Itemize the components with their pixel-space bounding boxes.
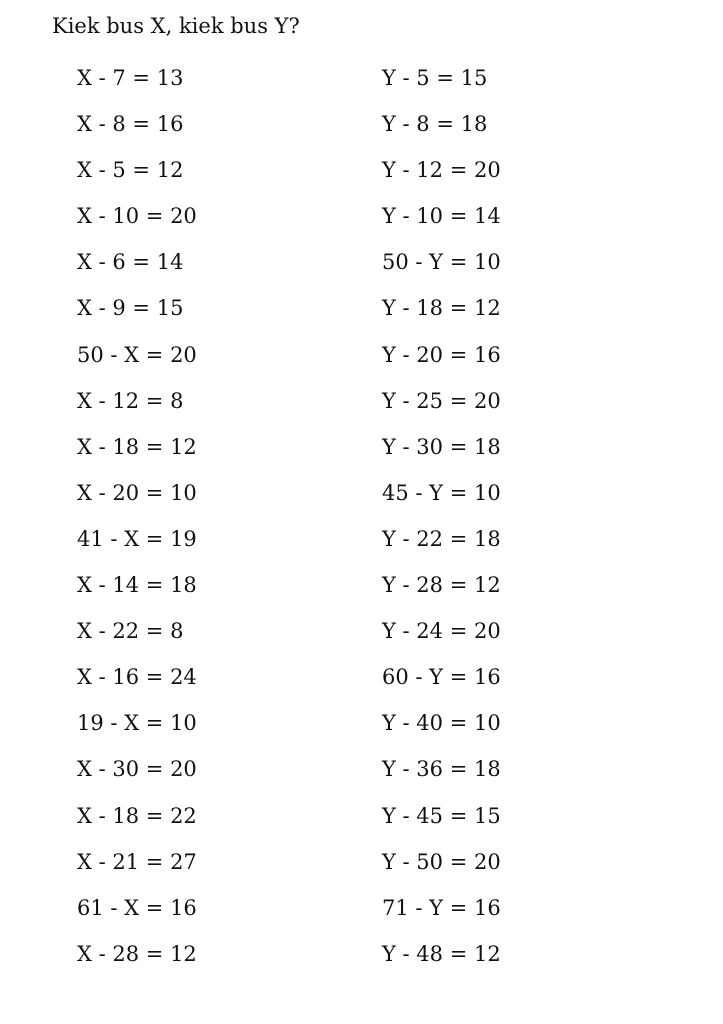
x-equation: 50 - X = 20 [77, 342, 197, 367]
y-equation: Y - 40 = 10 [382, 711, 501, 736]
x-equation: X - 28 = 12 [77, 941, 197, 966]
x-equation: X - 16 = 24 [77, 665, 197, 690]
x-equation: 19 - X = 10 [77, 711, 197, 736]
y-equation: Y - 28 = 12 [382, 573, 501, 598]
y-equation: Y - 36 = 18 [382, 757, 501, 782]
x-equation: X - 7 = 13 [77, 66, 184, 90]
y-equation: 50 - Y = 10 [382, 250, 501, 275]
y-equation: Y - 10 = 14 [382, 204, 501, 229]
x-equation: X - 30 = 20 [77, 757, 197, 782]
x-equation: X - 18 = 22 [77, 803, 197, 828]
y-equation: Y - 25 = 20 [382, 388, 501, 413]
x-equation: 41 - X = 19 [77, 526, 197, 551]
y-equation: Y - 20 = 16 [382, 342, 501, 367]
y-equation: Y - 8 = 18 [382, 112, 488, 137]
x-equation: X - 20 = 10 [77, 480, 197, 505]
x-equations-column [77, 62, 197, 984]
x-equation: X - 6 = 14 [77, 250, 184, 275]
worksheet-title: Kiek bus X, kiek bus Y? [52, 14, 300, 38]
y-equation: 60 - Y = 16 [382, 665, 501, 690]
y-equation: 45 - Y = 10 [382, 480, 501, 505]
y-equation: Y - 50 = 20 [382, 849, 501, 874]
y-equation: Y - 22 = 18 [382, 526, 501, 551]
x-equation: X - 21 = 27 [77, 849, 197, 874]
y-equation: Y - 24 = 20 [382, 619, 501, 644]
y-equation: Y - 12 = 20 [382, 158, 501, 183]
x-equation: X - 5 = 12 [77, 158, 184, 183]
x-equation: X - 18 = 12 [77, 434, 197, 459]
x-equation: X - 22 = 8 [77, 619, 184, 644]
y-equation: Y - 18 = 12 [382, 296, 501, 321]
y-equation: Y - 5 = 15 [382, 66, 488, 90]
y-equation: Y - 30 = 18 [382, 434, 501, 459]
x-equation: X - 9 = 15 [77, 296, 184, 321]
x-equation: X - 14 = 18 [77, 573, 197, 598]
x-equation: X - 8 = 16 [77, 112, 184, 137]
y-equation: Y - 48 = 12 [382, 941, 501, 966]
x-equation: X - 12 = 8 [77, 388, 184, 413]
y-equation: Y - 45 = 15 [382, 803, 501, 828]
x-equation: 61 - X = 16 [77, 895, 197, 920]
x-equation: X - 10 = 20 [77, 204, 197, 229]
y-equation: 71 - Y = 16 [382, 895, 501, 920]
y-equations-column [382, 62, 501, 984]
